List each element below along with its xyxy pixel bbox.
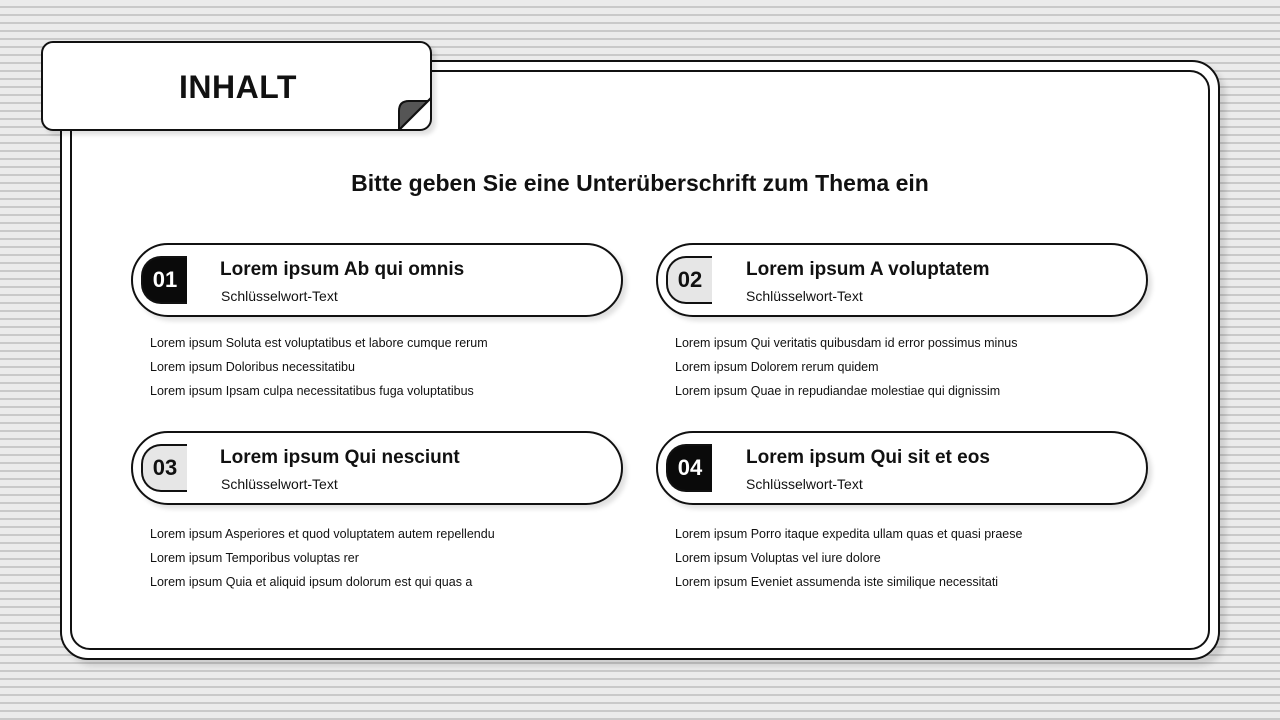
page-curl-icon: [398, 97, 432, 131]
item-lines-01: [150, 331, 488, 403]
item-card-04: [656, 431, 1148, 505]
item-line: Lorem ipsum Doloribus necessitatibu: [150, 360, 355, 374]
item-line: Lorem ipsum Eveniet assumenda iste similique necessitati: [675, 575, 999, 589]
item-line: Lorem ipsum Quae in repudiandae molestiae qui dignissim: [675, 384, 1001, 398]
item-line: Lorem ipsum Soluta est voluptatibus et labore cumque rerum: [150, 336, 488, 350]
item-keyword: Schlüsselwort-Text: [746, 288, 863, 304]
item-card-01: [131, 243, 623, 317]
item-line: Lorem ipsum Voluptas vel iure dolore: [675, 551, 881, 565]
item-line: Lorem ipsum Quia et aliquid ipsum dolorum est qui quas a: [150, 575, 473, 589]
item-lines-03: [150, 522, 495, 594]
item-title: Lorem ipsum A voluptatem: [746, 259, 990, 280]
item-number-badge: 02: [666, 256, 712, 304]
item-card-03: [131, 431, 623, 505]
item-line: Lorem ipsum Temporibus voluptas rer: [150, 551, 359, 565]
item-number-badge: 04: [666, 444, 712, 492]
item-number-badge: 03: [141, 444, 187, 492]
item-line: Lorem ipsum Asperiores et quod voluptatem autem repellendu: [150, 527, 495, 541]
item-line: Lorem ipsum Ipsam culpa necessitatibus fuga voluptatibus: [150, 384, 474, 398]
item-number-badge: 01: [141, 256, 187, 304]
item-line: Lorem ipsum Dolorem rerum quidem: [675, 360, 879, 374]
subtitle: Bitte geben Sie eine Unterüberschrift zum Thema ein: [351, 170, 929, 196]
item-line: Lorem ipsum Qui veritatis quibusdam id error possimus minus: [675, 336, 1018, 350]
item-line: Lorem ipsum Porro itaque expedita ullam quas et quasi praese: [675, 527, 1023, 541]
page-title: INHALT: [179, 69, 297, 105]
item-lines-04: [675, 522, 1022, 594]
item-title: Lorem ipsum Qui sit et eos: [746, 447, 990, 468]
item-lines-02: [675, 331, 1018, 403]
item-title: Lorem ipsum Qui nesciunt: [220, 447, 460, 468]
item-keyword: Schlüsselwort-Text: [221, 288, 338, 304]
item-card-02: [656, 243, 1148, 317]
title-tab: [41, 41, 432, 131]
item-keyword: Schlüsselwort-Text: [221, 476, 338, 492]
item-title: Lorem ipsum Ab qui omnis: [220, 259, 465, 280]
item-keyword: Schlüsselwort-Text: [746, 476, 863, 492]
